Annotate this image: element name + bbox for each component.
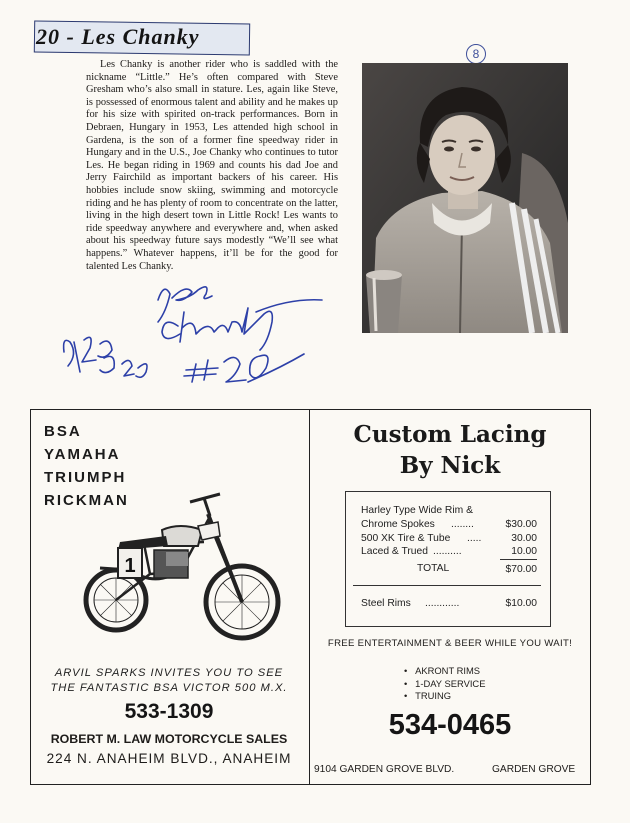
ad-tagline-2: THE FANTASTIC BSA VICTOR 500 M.X. (50, 682, 288, 694)
price-value: 10.00 (511, 546, 537, 557)
price-label: Steel Rims (361, 598, 411, 609)
leader-dots: ..... (467, 533, 482, 544)
brand-rickman: RICKMAN (44, 492, 129, 509)
price-value: 30.00 (511, 533, 537, 544)
lacing-phone-number: 534-0465 (388, 709, 512, 741)
divider (353, 585, 541, 586)
price-label: Chrome Spokes (361, 519, 435, 530)
dealer-name: ROBERT M. LAW MOTORCYCLE SALES (50, 732, 288, 746)
price-row-laced-trued (361, 546, 537, 557)
rider-portrait-illustration (362, 63, 568, 333)
price-label: Laced & Trued (361, 546, 428, 557)
page-title: 20 - Les Chanky (36, 24, 200, 49)
sum-rule (500, 559, 537, 560)
leader-dots: ............ (425, 598, 460, 609)
service-item: • 1-DAY SERVICE (404, 678, 486, 689)
brand-triumph: TRIUMPH (44, 469, 127, 486)
leader-dots: ........ (451, 519, 474, 530)
rider-bio: Les Chanky is another rider who is saddled with the nickname “Little.” He’s often compared with Steve Gresham who’s also small in stature. Les, again like Steve, is possessed of enormous talent and ability and he makes up for his size with spirited on-track performances. Born in Debraen, Hungary in 1953, Les attended high school in Gardena, is the son of a former fine speedway rider in Hungary and in the U.S., Joe Chanky who continues to tutor Les. He began riding in 1969 and counts his dad Joe and Jerry Fairchild as important backers of his career. His hobbies include snow skiing, swimming and motorcycle riding and he has plenty of room to concentrate on the latter, living in the high desert town in Little Rock! Les wants to ride speedway anywhere and everywhere and, when asked about his speedway future says modestly “We’ll see what happens.” Whatever happens, it’ll be for the good for talented Les Chanky. (86, 59, 338, 272)
price-label: 500 XK Tire & Tube (361, 533, 451, 544)
service-item: • TRUING (404, 690, 452, 701)
price-value: $30.00 (505, 519, 537, 530)
leader-dots: .......... (433, 546, 462, 557)
lacing-city: GARDEN GROVE (492, 764, 576, 775)
autograph-signature (60, 272, 330, 392)
bsa-phone-number: 533-1309 (124, 700, 214, 723)
lacing-address: 9104 GARDEN GROVE BLVD. (314, 764, 455, 775)
total-value: $70.00 (505, 564, 537, 575)
free-entertainment-line: FREE ENTERTAINMENT & BEER WHILE YOU WAIT! (327, 638, 573, 649)
price-value: $10.00 (505, 598, 537, 609)
brand-yamaha: YAMAHA (44, 446, 121, 463)
bike-number-plate: 1 (124, 555, 136, 577)
ad-tagline-1: ARVIL SPARKS INVITES YOU TO SEE (54, 667, 284, 679)
price-item-header: Harley Type Wide Rim & (361, 505, 473, 516)
lacing-title-line-1: Custom Lacing (353, 421, 547, 448)
rider-photo (362, 63, 568, 333)
price-row-steel-rims (361, 598, 537, 609)
lacing-title-line-2: By Nick (399, 452, 501, 479)
dealer-address: 224 N. ANAHEIM BLVD., ANAHEIM (46, 751, 292, 766)
brand-bsa: BSA (44, 423, 82, 440)
total-label: TOTAL (417, 563, 450, 574)
price-row-chrome-spokes (361, 519, 537, 530)
price-row-tire-tube (361, 533, 537, 544)
service-item: • AKRONT RIMS (404, 665, 481, 676)
page-number-mark: 8 (466, 44, 486, 64)
motocross-bike-illustration (80, 484, 288, 656)
